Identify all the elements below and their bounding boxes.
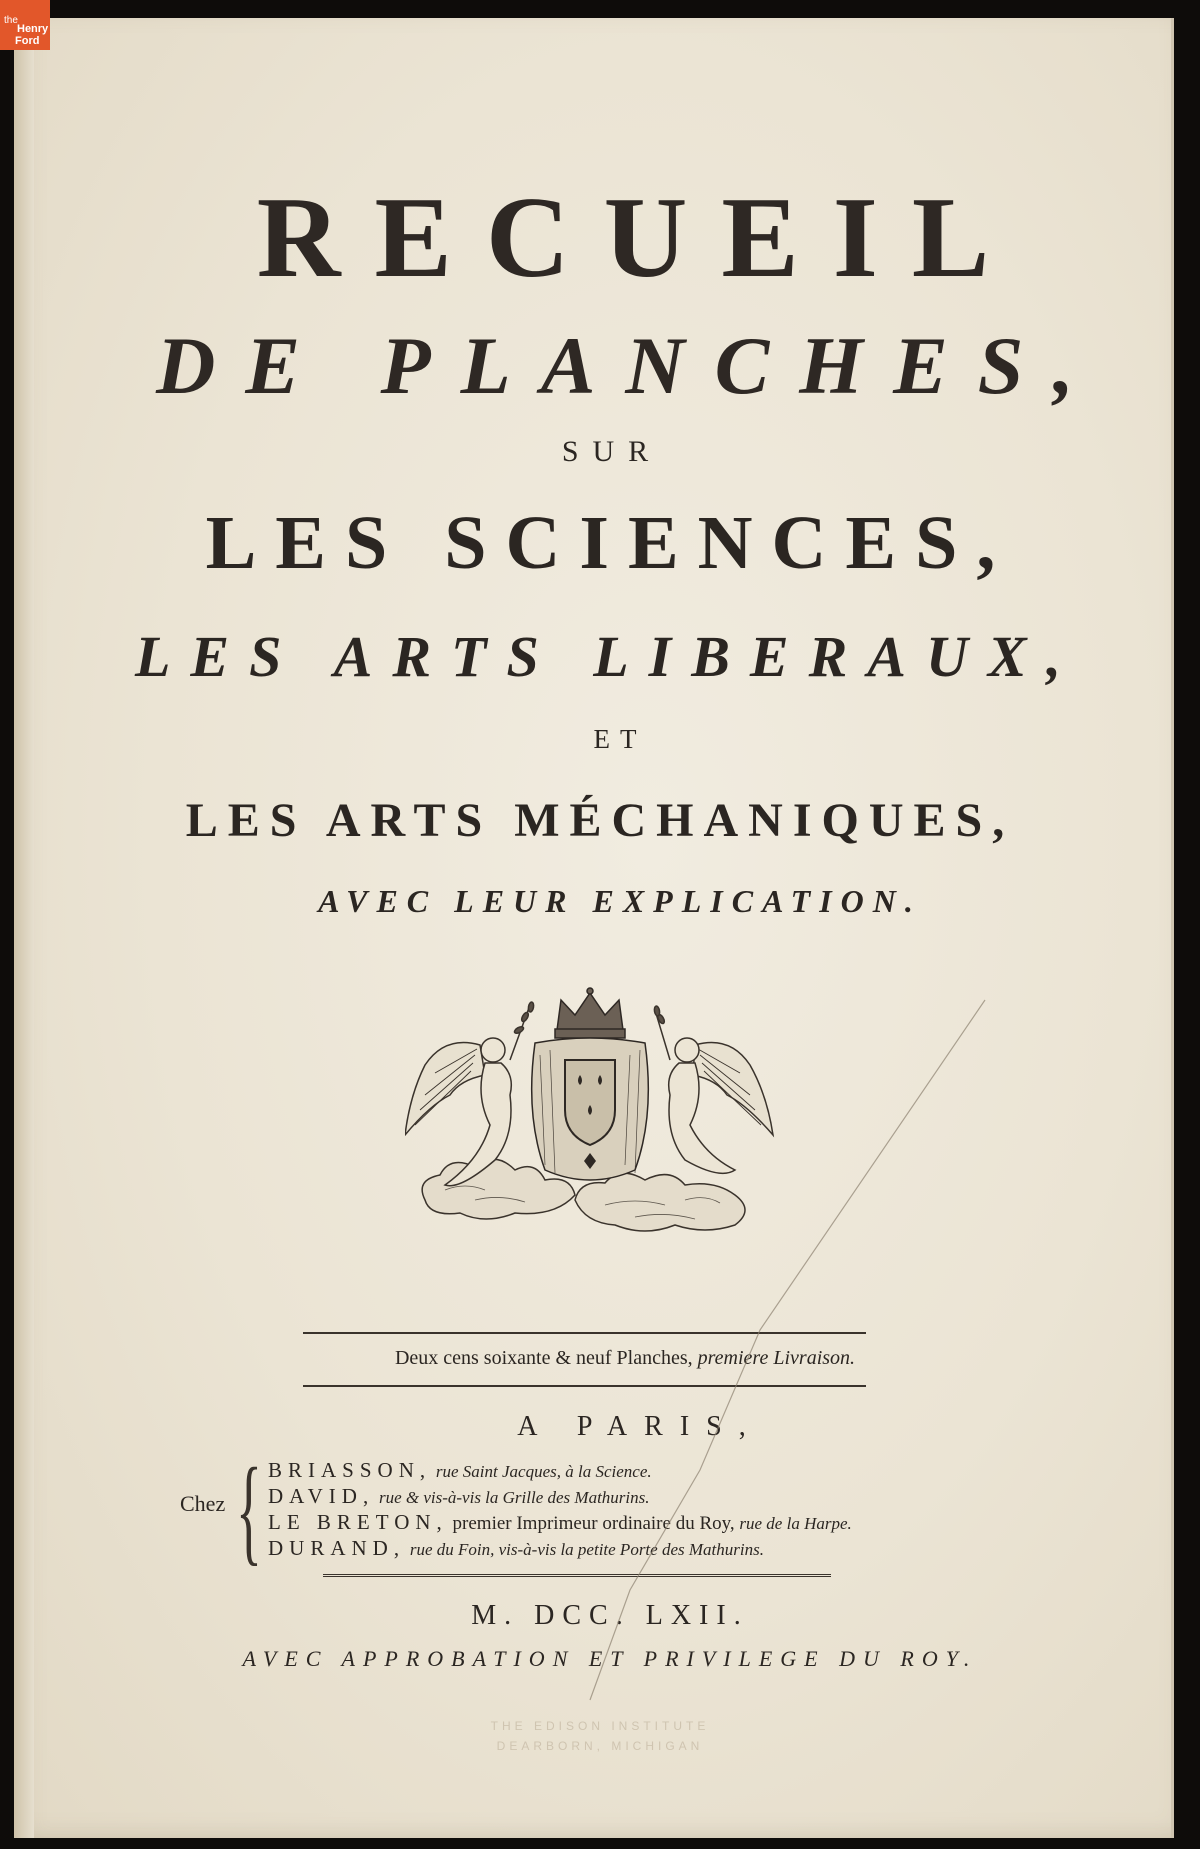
livraison-text: premiere Livraison. — [697, 1347, 856, 1369]
henry-ford-logo — [0, 0, 50, 50]
privilege-line: AVEC APPROBATION ET PRIVILEGE DU ROY. — [242, 1646, 978, 1671]
imprint-date: M. DCC. LXII. — [471, 1600, 749, 1631]
library-stamp-line-2: DEARBORN, MICHIGAN — [496, 1739, 704, 1753]
edition-line — [0, 1348, 1200, 1368]
title-les-sciences: LES SCIENCES, — [205, 501, 1015, 585]
plates-text: Deux cens soixante & neuf Planches, — [394, 1347, 693, 1369]
title-sur: SUR — [561, 435, 663, 468]
curly-brace-icon: { — [236, 1443, 262, 1576]
logo-line-the: the — [4, 15, 18, 26]
publishers-block — [180, 1443, 1040, 1576]
imprint-rule — [323, 1574, 831, 1580]
publisher-briasson: BRIASSON, rue Saint Jacques, à la Science. — [268, 1458, 652, 1482]
publisher-david: DAVID, rue & vis-à-vis la Grille des Mathurins. — [268, 1484, 650, 1508]
logo-line-henry: Henry — [17, 23, 49, 35]
title-de-planches: DE PLANCHES, — [156, 320, 1104, 411]
title-arts-liberaux: LES ARTS LIBERAUX, — [134, 624, 1082, 689]
title-arts-mechaniques: LES ARTS MÉCHANIQUES, — [185, 794, 1015, 847]
publisher-durand: DURAND, rue du Foin, vis-à-vis la petite Porte des Mathurins. — [268, 1536, 764, 1560]
logo-line-ford: Ford — [15, 35, 40, 47]
library-stamp-line-1: THE EDISON INSTITUTE — [490, 1719, 710, 1733]
publisher-le-breton: LE BRETON, premier Imprimeur ordinaire du Roy, rue de la Harpe. — [268, 1510, 852, 1534]
edition-rule-top — [303, 1332, 866, 1334]
title-avec-leur-explication: AVEC LEUR EXPLICATION. — [318, 883, 922, 919]
chez-label: Chez — [180, 1491, 226, 1516]
title-recueil: RECUEIL — [256, 174, 1024, 302]
imprint-city: A PARIS, — [517, 1411, 763, 1442]
royal-arms-vignette — [405, 985, 775, 1240]
edition-rule-bottom — [303, 1385, 866, 1387]
title-et: ET — [593, 724, 647, 754]
